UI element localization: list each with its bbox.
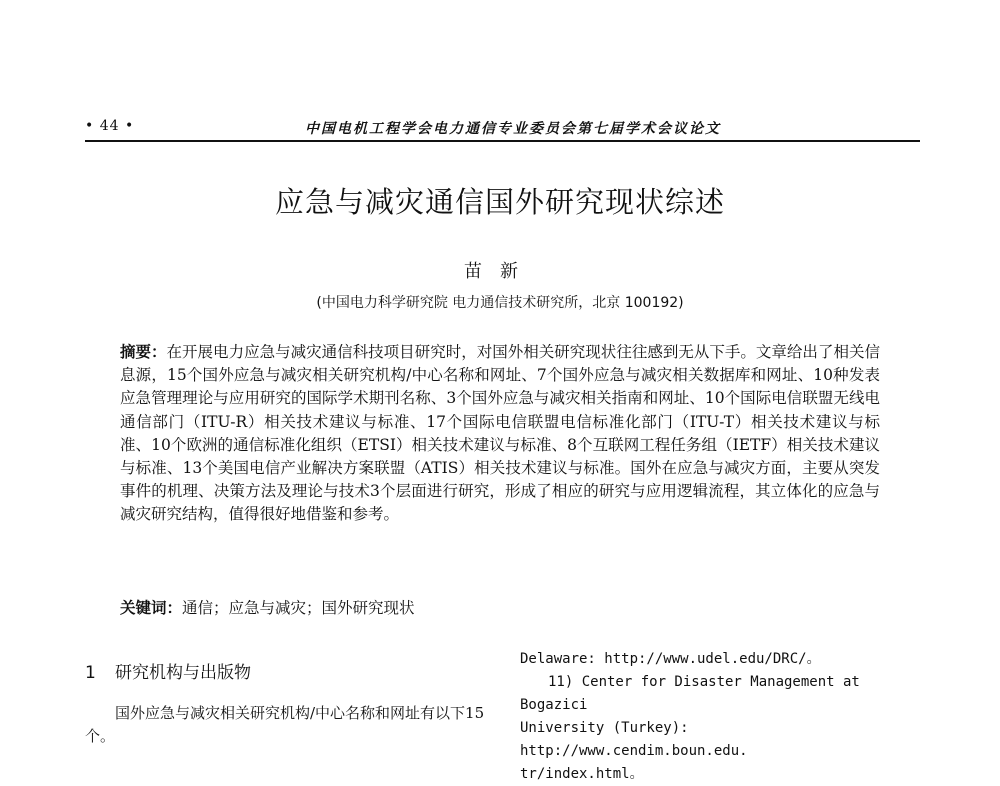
keywords-label: 关键词： [120, 599, 183, 617]
abstract-text: 在开展电力应急与减灾通信科技项目研究时，对国外相关研究现状往往感到无从下手。文章给出了相关信息源，15个国外应急与减灾相关研究机构/中心名称和网址、7个国外应急与减灾相关数据库和网址、10种发表应急管理理论与应用研究的国际学术期刊名称、3个国外应急与减灾相关指南和网址、10个国际电信联盟无线电通信部门（ITU-R）相关技术建议与标准、17个国际电信联盟电信标准化部门（ITU-T）相关技术建议与标准、10个欧洲的通信标准化组织（ETSI）相关技术建议与标准、8个互联网工程任务组（IETF）相关技术建议与标准、13个美国电信产业解决方案联盟（ATIS）相关技术建议与标准。国外在应急与减灾方面，主要从突发事件的机理、决策方法及理论与技术3个层面进行研究，形成了相应的研究与应用逻辑流程，其立体化的应急与减灾研究结构，值得很好地借鉴和参考。 [120, 343, 880, 524]
reference-item-11-line-1: 11) Center for Disaster Management at Bogazici [520, 674, 860, 713]
section-paragraph: 国外应急与减灾相关研究机构/中心名称和网址有以下15个。 [85, 704, 485, 745]
keywords [120, 596, 880, 620]
abstract-label: 摘要： [120, 343, 167, 361]
running-head-title: 中国电机工程学会电力通信专业委员会第七届学术会议论文 [305, 121, 721, 137]
keywords-text: 通信；应急与减灾；国外研究现状 [182, 599, 415, 617]
author-name: 苗新 [464, 261, 536, 282]
reference-item-11-line-2: University (Turkey): http://www.cendim.boun.edu. [520, 720, 748, 759]
running-header [85, 118, 920, 140]
left-column [85, 660, 485, 748]
reference-item-11-line-3: tr/index.html。 [520, 766, 644, 782]
page-number: • 44 • [85, 118, 135, 134]
right-column [520, 648, 920, 786]
reference-line: Delaware: http://www.udel.edu/DRC/。 [520, 651, 821, 667]
section-title: 研究机构与出版物 [115, 663, 251, 683]
paper-title: 应急与减灾通信国外研究现状综述 [274, 185, 725, 219]
abstract [120, 341, 880, 527]
section-number: 1 [85, 663, 96, 683]
section-heading [85, 660, 485, 686]
header-rule [85, 140, 920, 142]
author-affiliation: (中国电力科学研究院 电力通信技术研究所，北京 100192) [316, 295, 684, 311]
